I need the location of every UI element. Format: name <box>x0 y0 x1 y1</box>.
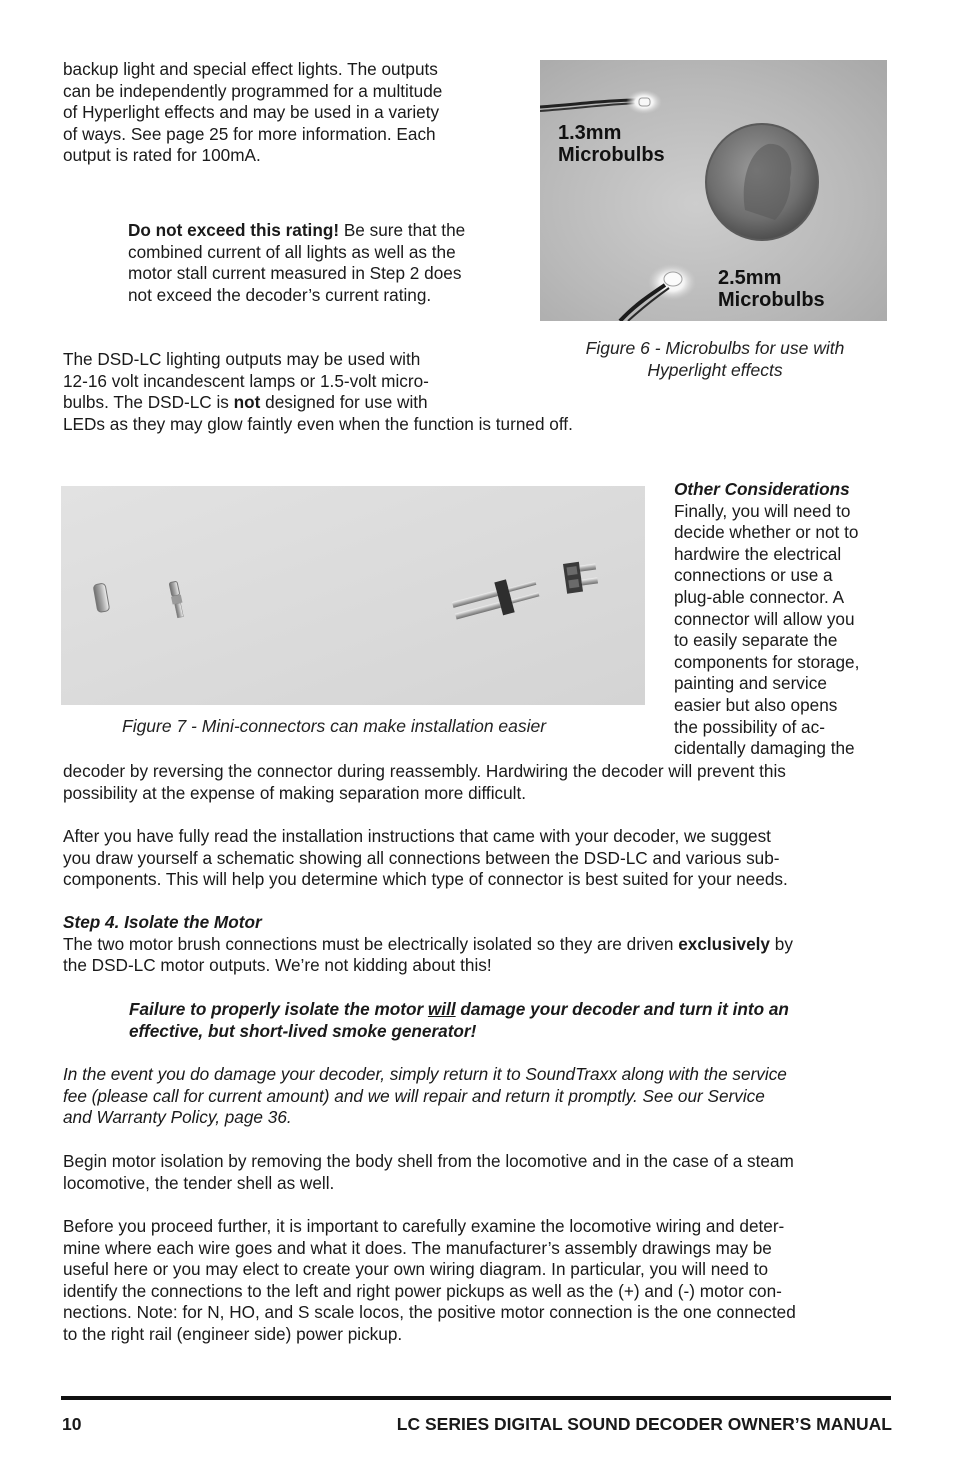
footer-rule <box>61 1396 891 1400</box>
intro-paragraph <box>63 59 442 167</box>
event-line: fee (please call for current amount) and we will repair and return it promptly. See our Service <box>63 1085 765 1106</box>
other-line: connector will allow you <box>674 608 855 629</box>
schematic-line: After you have fully read the installation instructions that came with your decoder, we suggest <box>63 826 771 846</box>
other-cont-line: decoder by reversing the connector during reassembly. Hardwiring the decoder will prevent this <box>63 761 786 781</box>
lighting-paragraph <box>63 349 573 435</box>
warning-line: combined current of all lights as well as the <box>128 241 456 262</box>
lighting-line: The DSD-LC lighting outputs may be used with <box>63 349 421 369</box>
figure6-photo <box>540 60 887 321</box>
begin-paragraph <box>63 1151 794 1194</box>
failure-line: Failure to properly isolate the motor will damage your decoder and turn it into an <box>129 999 789 1019</box>
warning-line: not exceed the decoder’s current rating. <box>128 284 432 305</box>
event-line: In the event you do damage your decoder, simply return it to SoundTraxx along with the service <box>63 1064 787 1084</box>
intro-line: of ways. See page 25 for more information. Each <box>63 123 436 144</box>
step4-line: the DSD-LC motor outputs. We’re not kidding about this! <box>63 955 492 976</box>
before-line: mine where each wire goes and what it does. The manufacturer’s assembly drawings may be <box>63 1237 772 1258</box>
other-cont-line: possibility at the expense of making separation more difficult. <box>63 782 527 803</box>
before-paragraph <box>63 1216 796 1346</box>
event-paragraph <box>63 1064 787 1129</box>
other-heading: Other Considerations <box>674 479 850 499</box>
other-line: cidentally damaging the <box>674 738 855 759</box>
before-line: Before you proceed further, it is important to carefully examine the locomotive wiring and deter- <box>63 1216 785 1236</box>
schematic-line: you draw yourself a schematic showing all connections between the DSD-LC and various sub- <box>63 847 780 868</box>
other-line: decide whether or not to <box>674 522 859 543</box>
other-continuation <box>63 761 786 804</box>
before-line: to the right rail (engineer side) power pickup. <box>63 1323 403 1344</box>
intro-line: of Hyperlight effects and may be used in a variety <box>63 102 440 123</box>
other-line: connections or use a <box>674 565 833 586</box>
microbulbs-image <box>540 60 887 321</box>
step4-heading: Step 4. Isolate the Motor <box>63 912 262 932</box>
schematic-paragraph <box>63 826 788 891</box>
step4-section <box>63 912 793 977</box>
figure6-caption: Figure 6 - Microbulbs for use with Hyperlight effects <box>585 338 845 380</box>
step4-line: The two motor brush connections must be electrically isolated so they are driven exclusively by <box>63 933 793 954</box>
warning-line: motor stall current measured in Step 2 does <box>128 263 462 284</box>
warning-paragraph <box>128 220 465 306</box>
lighting-line: 12-16 volt incandescent lamps or 1.5-volt micro- <box>63 370 429 391</box>
intro-line: backup light and special effect lights. The outputs <box>63 59 438 79</box>
failure-line: effective, but short-lived smoke generator! <box>129 1020 477 1041</box>
intro-line: can be independently programmed for a multitude <box>63 80 443 101</box>
failure-warning <box>129 999 789 1042</box>
other-line: components for storage, <box>674 651 860 672</box>
other-line: plug-able connector. A <box>674 586 845 607</box>
other-line: easier but also opens <box>674 694 838 715</box>
figure6-label-top: 1.3mm Microbulbs <box>558 122 665 166</box>
lighting-line: bulbs. The DSD-LC is not designed for use with <box>63 392 428 413</box>
before-line: identify the connections to the left and right power pickups as well as the (+) and (-) motor con- <box>63 1280 782 1301</box>
mini-connectors-image <box>61 486 645 705</box>
other-line: the possibility of ac- <box>674 716 825 737</box>
footer-title: LC SERIES DIGITAL SOUND DECODER OWNER’S MANUAL <box>396 1414 892 1434</box>
figure6-label-bottom: 2.5mm Microbulbs <box>718 267 825 311</box>
begin-line: locomotive, the tender shell as well. <box>63 1172 335 1193</box>
warning-line: Do not exceed this rating! Be sure that the <box>128 220 466 240</box>
figure7-photo <box>61 486 645 705</box>
intro-line: output is rated for 100mA. <box>63 145 261 166</box>
schematic-line: components. This will help you determine which type of connector is best suited for your needs. <box>63 869 788 890</box>
event-line: and Warranty Policy, page 36. <box>63 1107 292 1128</box>
other-line: to easily separate the <box>674 630 838 651</box>
other-line: painting and service <box>674 673 827 694</box>
other-line: hardwire the electrical <box>674 543 842 564</box>
figure7-caption: Figure 7 - Mini-connectors can make installation easier <box>122 716 547 736</box>
warning-bold: Do not exceed this rating! <box>128 220 340 240</box>
before-line: useful here or you may elect to create your own wiring diagram. In particular, you will need to <box>63 1259 769 1280</box>
before-line: nections. Note: for N, HO, and S scale locos, the positive motor connection is the one connected <box>63 1302 796 1323</box>
begin-line: Begin motor isolation by removing the body shell from the locomotive and in the case of a steam <box>63 1151 794 1171</box>
other-considerations <box>674 479 859 760</box>
page-number: 10 <box>62 1414 82 1434</box>
lighting-line: LEDs as they may glow faintly even when the function is turned off. <box>63 413 573 434</box>
other-line: Finally, you will need to <box>674 500 851 521</box>
